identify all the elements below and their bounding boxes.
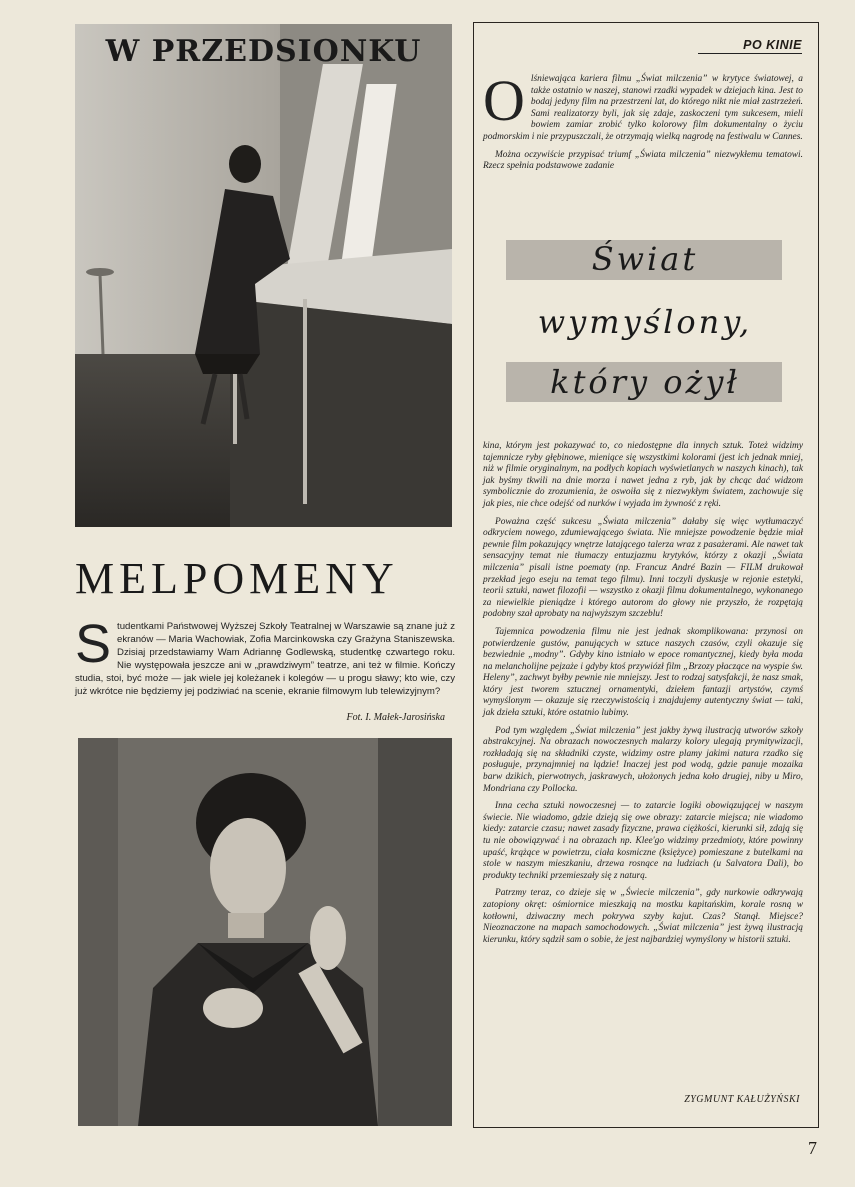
lead-paragraph-1	[483, 68, 803, 144]
feature-title: MELPOMENY	[75, 554, 399, 603]
body-paragraph-6: Patrzmy teraz, co dzieje się w „Świecie milczenia”, gdy nurkowie odkrywają zatopiony okręt: ośmiornice mieszkają na mostku kapitańskim, korale rosną w kotłowni, dziwaczny mech pokrywa szyby kajut. Czas? Stanął. Miejsce? Nieoznaczone na mapach samochodowych. „Świat milczenia” jest żywą ilustracją kierunku, który sądził sam o sobie, że jest najbardziej wymyślony w historii sztuki.	[483, 888, 803, 945]
body-paragraph-2: Poważna część sukcesu „Świata milczenia” dałaby się więc wytłumaczyć odkryciem nowego, zdumiewającego świata. Nie mniejsze powodzenie będzie miał pewnie film pokazujący wnętrze latającego talerza wraz z pasażerami. Ale nawet tak sensacyjny temat nie tłumaczy entuzjazmu krytyków, którzy z okazji „Świata milczenia” pisali istne poematy (np. Francuz André Bazin — FILM drukował przekład jego eseju na temat tego filmu). Inni toczyli dyskusje w rejonie estetyki, teorii sztuki, nawet filozofii — wszystko z okazji filmu dokumentalnego, wykonanego za niewielkie pieniądze i którego autorom do głowy nie przyszło, że rozpętają podobny szał aprobaty na najwyższym szczeblu!	[483, 516, 803, 620]
article-lead	[483, 68, 803, 179]
photo-title: W PRZEDSIONKU	[105, 34, 422, 69]
author-signature: ZYGMUNT KAŁUŻYŃSKI	[684, 1094, 800, 1105]
photo-actress-at-mirror	[75, 24, 452, 527]
body-paragraph-4: Pod tym względem „Świat milczenia” jest jakby żywą ilustracją utworów szkoły abstrakcyjnej. Na obrazach nowoczesnych malarzy kolory ulegają prymitywizacji, rozkładają się na składniki czyste, widzimy ostre plamy jakimi natura rzadko się posługuje, przynajmniej na lądzie! Inaczej jest pod wodą, gdzie panuje mozaika barw dzikich, pierwotnych, jaskrawych, ułożonych jedna koło drugiej, niby u Miro, Mondriana czy Pollocka.	[483, 725, 803, 794]
photo-scene-graphic	[75, 24, 452, 527]
intro-paragraph	[75, 614, 455, 699]
article-body	[483, 441, 803, 952]
lead-paragraph-2: Można oczywiście przypisać triumf „Świata milczenia” niezwykłemu tematowi. Rzecz spełnia podstawowe zadanie	[483, 149, 803, 172]
photo-credit: Fot. I. Małek-Jarosińska	[346, 712, 445, 723]
intro-text: tudentkami Państwowej Wyższej Szkoły Teatralnej w Warszawie są znane już z ekranów — Maria Wachowiak, Zofia Marcinkowska czy Grażyna Staniszewska. Dzisiaj przedstawiamy Wam Adriannę Godlewską, studentkę czwartego roku. Nie występowała jeszcze ani w „prawdziwym” teatrze, ani też w filmie. Kończy studia, stoi, być może — jak wiele jej koleżanek i kolegów — u progu sławy; kto wie, czy już wkrótce nie będziemy jej podziwiać na scenie, ekranie filmowym lub telewizyjnym?	[75, 621, 455, 698]
lead-dropcap: O	[483, 68, 525, 133]
intro-dropcap: S	[75, 614, 112, 674]
lead-text-1: lśniewająca kariera filmu „Świat milczenia” w krytyce światowej, a także ostatnio w naszej, stanowi rzadki wypadek w dziejach kina. Jest to bodaj jedyny film na przestrzeni lat, do którego nikt nie miał zastrzeżeń. Sami realizatorzy byli, jak się zdaje, zaskoczeni tym sukcesem, mieli bowiem zamiar zrobić tylko kolorowy film dokumentalny o życiu podmorskim i nie przypuszczali, że otrzymają wielką nagrodę na festiwalu w Cannes.	[483, 74, 803, 142]
body-paragraph-1: kina, którym jest pokazywać to, co niedostępne dla innych sztuk. Toteż widzimy tajemnicze ryby głębinowe, mieniące się wszystkimi kolorami (jest ich jednak mniej, niż w filmie oryginalnym, na podłych kopiach wyświetlanych w naszych kinach), tak jak byśmy tkwili na dnie morza i nawet jedna z ryb, jak by chcąc dać widzom symbolicznie do zrozumienia, że oswoiła się z niezwykłym światem, zachowuje się jak pies, nie chce odejść od nurków i wyjada im żywność z ręki.	[483, 441, 803, 509]
page-number: 7	[808, 1138, 817, 1158]
headline-line-1: Świat	[591, 240, 699, 278]
portrait-graphic	[78, 738, 452, 1126]
body-paragraph-3: Tajemnica powodzenia filmu nie jest jednak skomplikowana: przynosi on potwierdzenie gustów, panujących w sztuce naszych czasów, czyli okazuje się bezwiednie „modny”. Gdyby kino istniało w epoce romantycznej, kiedy była moda na melancholijne pejzaże i gdyby ktoś przywiózł film „Brzozy płaczące na wyspie św. Heleny”, zachwyt byłby pewnie nie mniejszy. Jest to rodzaj satysfakcji, że nasz smak, który jest tworem sztucznej ornamentyki, dziełem fantazji artystów, czymś wymyślonym — okazuje się rzeczywistością i znajdujemy autentyczny świat — taki, jak dzieła sztuki, które ostatnio lubimy.	[483, 626, 803, 719]
body-paragraph-5: Inna cecha sztuki nowoczesnej — to zatarcie logiki obowiązującej w naszym świecie. Nie wiadomo, gdzie dzieją się owe obrazy: zatarcie miejsca; nie wiadomo kiedy: zatarcie czasu; nawet zasady fizyczne, prawa ciężkości, kierunki sił, zdają się tu nie obowiązywać i na obrazach np. Klee'go widzimy przedmioty, które powinny upaść, krążące w powietrzu, ciała kosmiczne (księżyce) pomieszane z butelkami na stole w naszym mieszkaniu, drzewa rosnące na ludziach (u Salvatora Dali), bo produkty techniki przemieszały się z naturą.	[483, 801, 803, 881]
photo-actress-portrait	[78, 738, 452, 1126]
headline-line-2: wymyślony,	[537, 303, 753, 341]
headline-line-3: który ożył	[550, 363, 740, 401]
section-kicker: PO KINIE	[698, 38, 802, 54]
